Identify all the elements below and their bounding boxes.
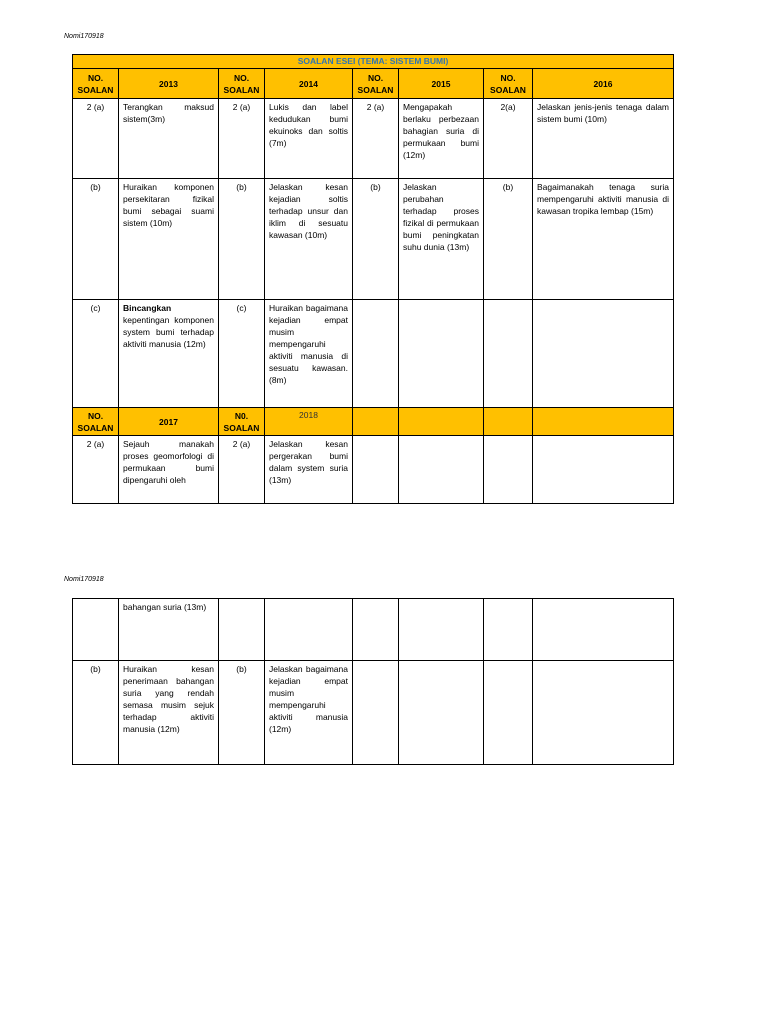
empty-cell <box>353 661 399 765</box>
empty-cell <box>484 436 533 504</box>
empty-cell <box>73 599 119 661</box>
table-row <box>73 436 674 504</box>
header-no-soalan: NO. SOALAN <box>219 69 265 99</box>
table-row <box>73 661 674 765</box>
year-header-row <box>73 408 674 436</box>
question-number: (b) <box>484 179 533 300</box>
question-text: bahangan suria (13m) <box>119 599 219 661</box>
header-year-2017: 2017 <box>119 408 219 436</box>
header-no-soalan: NO. SOALAN <box>73 69 119 99</box>
empty-cell <box>265 599 353 661</box>
empty-cell <box>399 599 484 661</box>
empty-cell <box>399 408 484 436</box>
question-text: Jelaskan bagaimana kejadian empat musim mempengaruhi aktiviti manusia (12m) <box>265 661 353 765</box>
question-text: Jelaskan perubahan terhadap proses fizikal di permukaan bumi peningkatan suhu dunia (13m) <box>399 179 484 300</box>
question-lead-word: Bincangkan <box>123 303 172 313</box>
question-text: Sejauh manakah proses geomorfologi di permukaan bumi dipengaruhi oleh <box>119 436 219 504</box>
table-title-row <box>73 55 674 69</box>
question-number: 2 (a) <box>73 436 119 504</box>
question-text: Terangkan maksud sistem(3m) <box>119 99 219 179</box>
question-text: Jelaskan jenis-jenis tenaga dalam sistem bumi (10m) <box>533 99 674 179</box>
empty-cell <box>484 300 533 408</box>
empty-cell <box>353 436 399 504</box>
empty-cell <box>484 661 533 765</box>
question-number: (b) <box>73 179 119 300</box>
header-no-soalan: NO. SOALAN <box>484 69 533 99</box>
table-title: SOALAN ESEI (TEMA: SISTEM BUMI) <box>73 55 674 69</box>
empty-cell <box>484 408 533 436</box>
question-text: Huraikan kesan penerimaan bahangan suria yang rendah semasa musim sejuk terhadap aktiviti manusia (12m) <box>119 661 219 765</box>
question-number: (b) <box>73 661 119 765</box>
empty-cell <box>399 661 484 765</box>
empty-cell <box>533 436 674 504</box>
empty-cell <box>484 599 533 661</box>
question-text: Huraikan komponen persekitaran fizikal bumi sebagai suami sistem (10m) <box>119 179 219 300</box>
question-text: Huraikan bagaimana kejadian empat musim mempengaruhi aktiviti manusia di sesuatu kawasan. (8m) <box>265 300 353 408</box>
year-header-row <box>73 69 674 99</box>
question-number: 2 (a) <box>219 99 265 179</box>
question-number: 2 (a) <box>353 99 399 179</box>
question-text <box>119 300 219 408</box>
empty-cell <box>533 599 674 661</box>
header-year-2015: 2015 <box>399 69 484 99</box>
empty-cell <box>353 408 399 436</box>
question-text: Lukis dan label kedudukan bumi ekuinoks dan soltis (7m) <box>265 99 353 179</box>
empty-cell <box>353 300 399 408</box>
empty-cell <box>533 661 674 765</box>
question-number: 2 (a) <box>73 99 119 179</box>
empty-cell <box>533 408 674 436</box>
header-year-2013: 2013 <box>119 69 219 99</box>
question-text: Jelaskan kesan kejadian soltis terhadap unsur dan iklim di sesuatu kawasan (10m) <box>265 179 353 300</box>
table-row <box>73 99 674 179</box>
header-no-soalan: NO. SOALAN <box>353 69 399 99</box>
question-number: (b) <box>219 179 265 300</box>
table-row <box>73 179 674 300</box>
empty-cell <box>353 599 399 661</box>
question-text: Bagaimanakah tenaga suria mempengaruhi aktiviti manusia di kawasan tropika lembap (15m) <box>533 179 674 300</box>
document-note: Nomi170918 <box>64 576 104 583</box>
empty-cell <box>533 300 674 408</box>
table-row <box>73 300 674 408</box>
essay-question-table-continued <box>72 598 674 765</box>
empty-cell <box>219 599 265 661</box>
header-year-2018: 2018 <box>265 408 353 436</box>
header-year-2016: 2016 <box>533 69 674 99</box>
question-text: Jelaskan kesan pergerakan bumi dalam system suria (13m) <box>265 436 353 504</box>
question-number: (b) <box>219 661 265 765</box>
question-number: (b) <box>353 179 399 300</box>
empty-cell <box>399 436 484 504</box>
empty-cell <box>399 300 484 408</box>
question-number: (c) <box>73 300 119 408</box>
question-text-rest: kepentingan komponen system bumi terhadap aktiviti manusia (12m) <box>123 315 214 349</box>
header-no-soalan: N0. SOALAN <box>219 408 265 436</box>
table-row <box>73 599 674 661</box>
question-number: (c) <box>219 300 265 408</box>
document-note: Nomi170918 <box>64 33 104 40</box>
header-year-2014: 2014 <box>265 69 353 99</box>
header-no-soalan: NO. SOALAN <box>73 408 119 436</box>
question-number: 2 (a) <box>219 436 265 504</box>
question-number: 2(a) <box>484 99 533 179</box>
essay-question-table <box>72 54 674 504</box>
question-text: Mengapakah berlaku perbezaan bahagian suria di permukaan bumi (12m) <box>399 99 484 179</box>
